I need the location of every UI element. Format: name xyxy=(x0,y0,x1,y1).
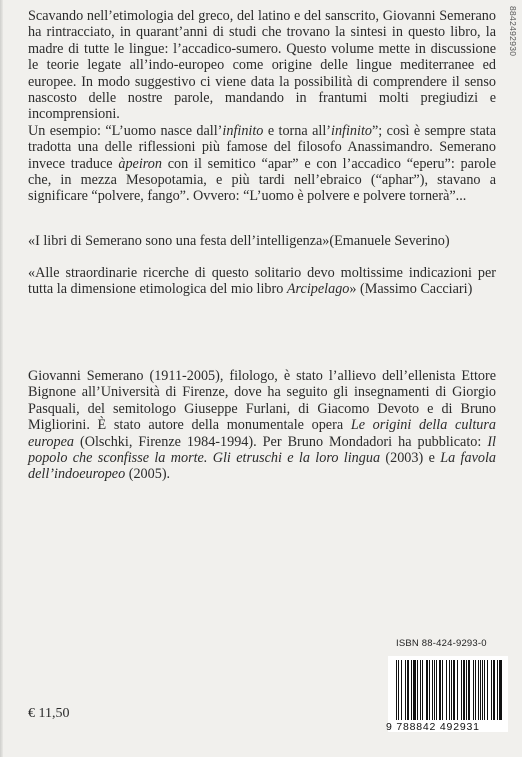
barcode-bar xyxy=(499,660,502,720)
barcode-bar xyxy=(466,660,467,720)
quote-author: (Emanuele Severino) xyxy=(329,233,450,249)
barcode-bar xyxy=(468,660,470,720)
work-title: Le origini della cultura europea xyxy=(28,417,496,450)
barcode-bar xyxy=(417,660,418,720)
quote-text: «I libri di Semerano sono una festa dell’intelligenza» xyxy=(28,233,330,249)
barcode-bar xyxy=(401,660,402,720)
barcode-bar xyxy=(473,660,474,720)
quote-text: «Alle straordinarie ricerche di questo solitario devo moltissime indicazioni per tutta la dimensione etimologica del mio libro xyxy=(28,265,496,298)
barcode-bar xyxy=(429,660,430,720)
barcode-bar xyxy=(493,660,495,720)
barcode-bar xyxy=(478,660,479,720)
barcode-bar xyxy=(491,660,492,720)
book-description xyxy=(28,8,496,205)
barcode-bar xyxy=(413,660,416,720)
italic-term: àpeiron xyxy=(118,155,162,172)
description-paragraph-2: Un esempio: “L’uomo nasce dall’infinito e torna all’infinito”; così è sempre stata tradotta una delle riflessioni più famose del filosofo Anassimandro. Semerano invece traduce àpeiron con il semitico “apar” e con l’accadico “eperu”: parole che, in mezza Mesopotamia, e più tardi nell’ebraico (“aphar”), stavano a significare “polvere, fango”. Ovvero: “L’uomo è polvere e polvere tornerà”... xyxy=(28,122,497,205)
barcode-bar xyxy=(396,660,397,720)
book-title: Arcipelago xyxy=(286,281,350,298)
barcode-bar xyxy=(487,660,488,720)
barcode-bar xyxy=(426,660,428,720)
italic-term: infinito xyxy=(331,122,372,139)
barcode-bar xyxy=(439,660,441,720)
barcode-bar xyxy=(420,660,421,720)
barcode-bar xyxy=(453,660,455,720)
quote-severino xyxy=(28,233,496,249)
description-paragraph-1: Scavando nell’etimologia del greco, del latino e del sanscrito, Giovanni Semerano ha rintracciato, in quarant’anni di studi che trovano la sintesi in questo libro, la madre di tutte le lingue: l’accadico-sumero. Questo volume mette in discussione le teorie legate all’indo-europeo come origine delle lingue mediterranee ed europee. In modo suggestivo ci viene data la possibilità di comprendere il senso nascosto delle nostre parole, mandando in frantumi molti pregiudizi e incomprensioni. xyxy=(28,8,496,123)
barcode-bar xyxy=(434,660,435,720)
barcode-bar xyxy=(411,660,412,720)
barcode-bar xyxy=(457,660,458,720)
quote-cacciari xyxy=(28,265,496,298)
barcode-bar xyxy=(407,660,409,720)
barcode-bar xyxy=(442,660,443,720)
barcode-bar xyxy=(398,660,399,720)
work-title: La favola dell’indoeuropeo xyxy=(28,450,497,483)
barcode-bar xyxy=(482,660,483,720)
barcode-bar xyxy=(436,660,437,720)
page-edge xyxy=(0,0,3,757)
isbn-label: ISBN 88-424-9293-0 xyxy=(396,638,487,649)
price-label: € 11,50 xyxy=(28,706,70,721)
barcode-bar xyxy=(475,660,476,720)
barcode-bar xyxy=(432,660,433,720)
author-biography: Giovanni Semerano (1911-2005), filologo, è stato l’allievo dell’ellenista Ettore Bignone all’Università di Firenze, dove ha seguito gli insegnamenti di Giorgio Pasquali, del semitologo Giuseppe Furlani, di Giacomo Devoto e di Bruno Migliorini. È stato autore della monumentale opera Le origini della cultura europea (Olschki, Firenze 1984-1994). Per Bruno Mondadori ha pubblicato: Il popolo che sconfisse la morte. Gli etruschi e la loro lingua (2003) e La favola dell’indoeuropeo (2005). xyxy=(28,368,497,483)
barcode-bar xyxy=(422,660,423,720)
barcode-bar xyxy=(449,660,450,720)
side-isbn-code: 8842492930 xyxy=(508,6,518,57)
barcode-bar xyxy=(446,660,447,720)
work-title: Il popolo che sconfisse la morte. Gli etruschi e la loro lingua xyxy=(28,433,496,467)
barcode-number: 9 788842 492931 xyxy=(386,721,480,733)
quote-author: » (Massimo Cacciari) xyxy=(349,281,473,298)
barcode-image xyxy=(396,660,502,720)
barcode-bar xyxy=(451,660,452,720)
barcode-bar xyxy=(463,660,465,720)
italic-term: infinito xyxy=(222,122,264,139)
barcode-bar xyxy=(484,660,485,720)
barcode-bar xyxy=(497,660,498,720)
barcode-bar xyxy=(480,660,481,720)
barcode-bar xyxy=(405,660,406,720)
barcode-bar xyxy=(461,660,462,720)
